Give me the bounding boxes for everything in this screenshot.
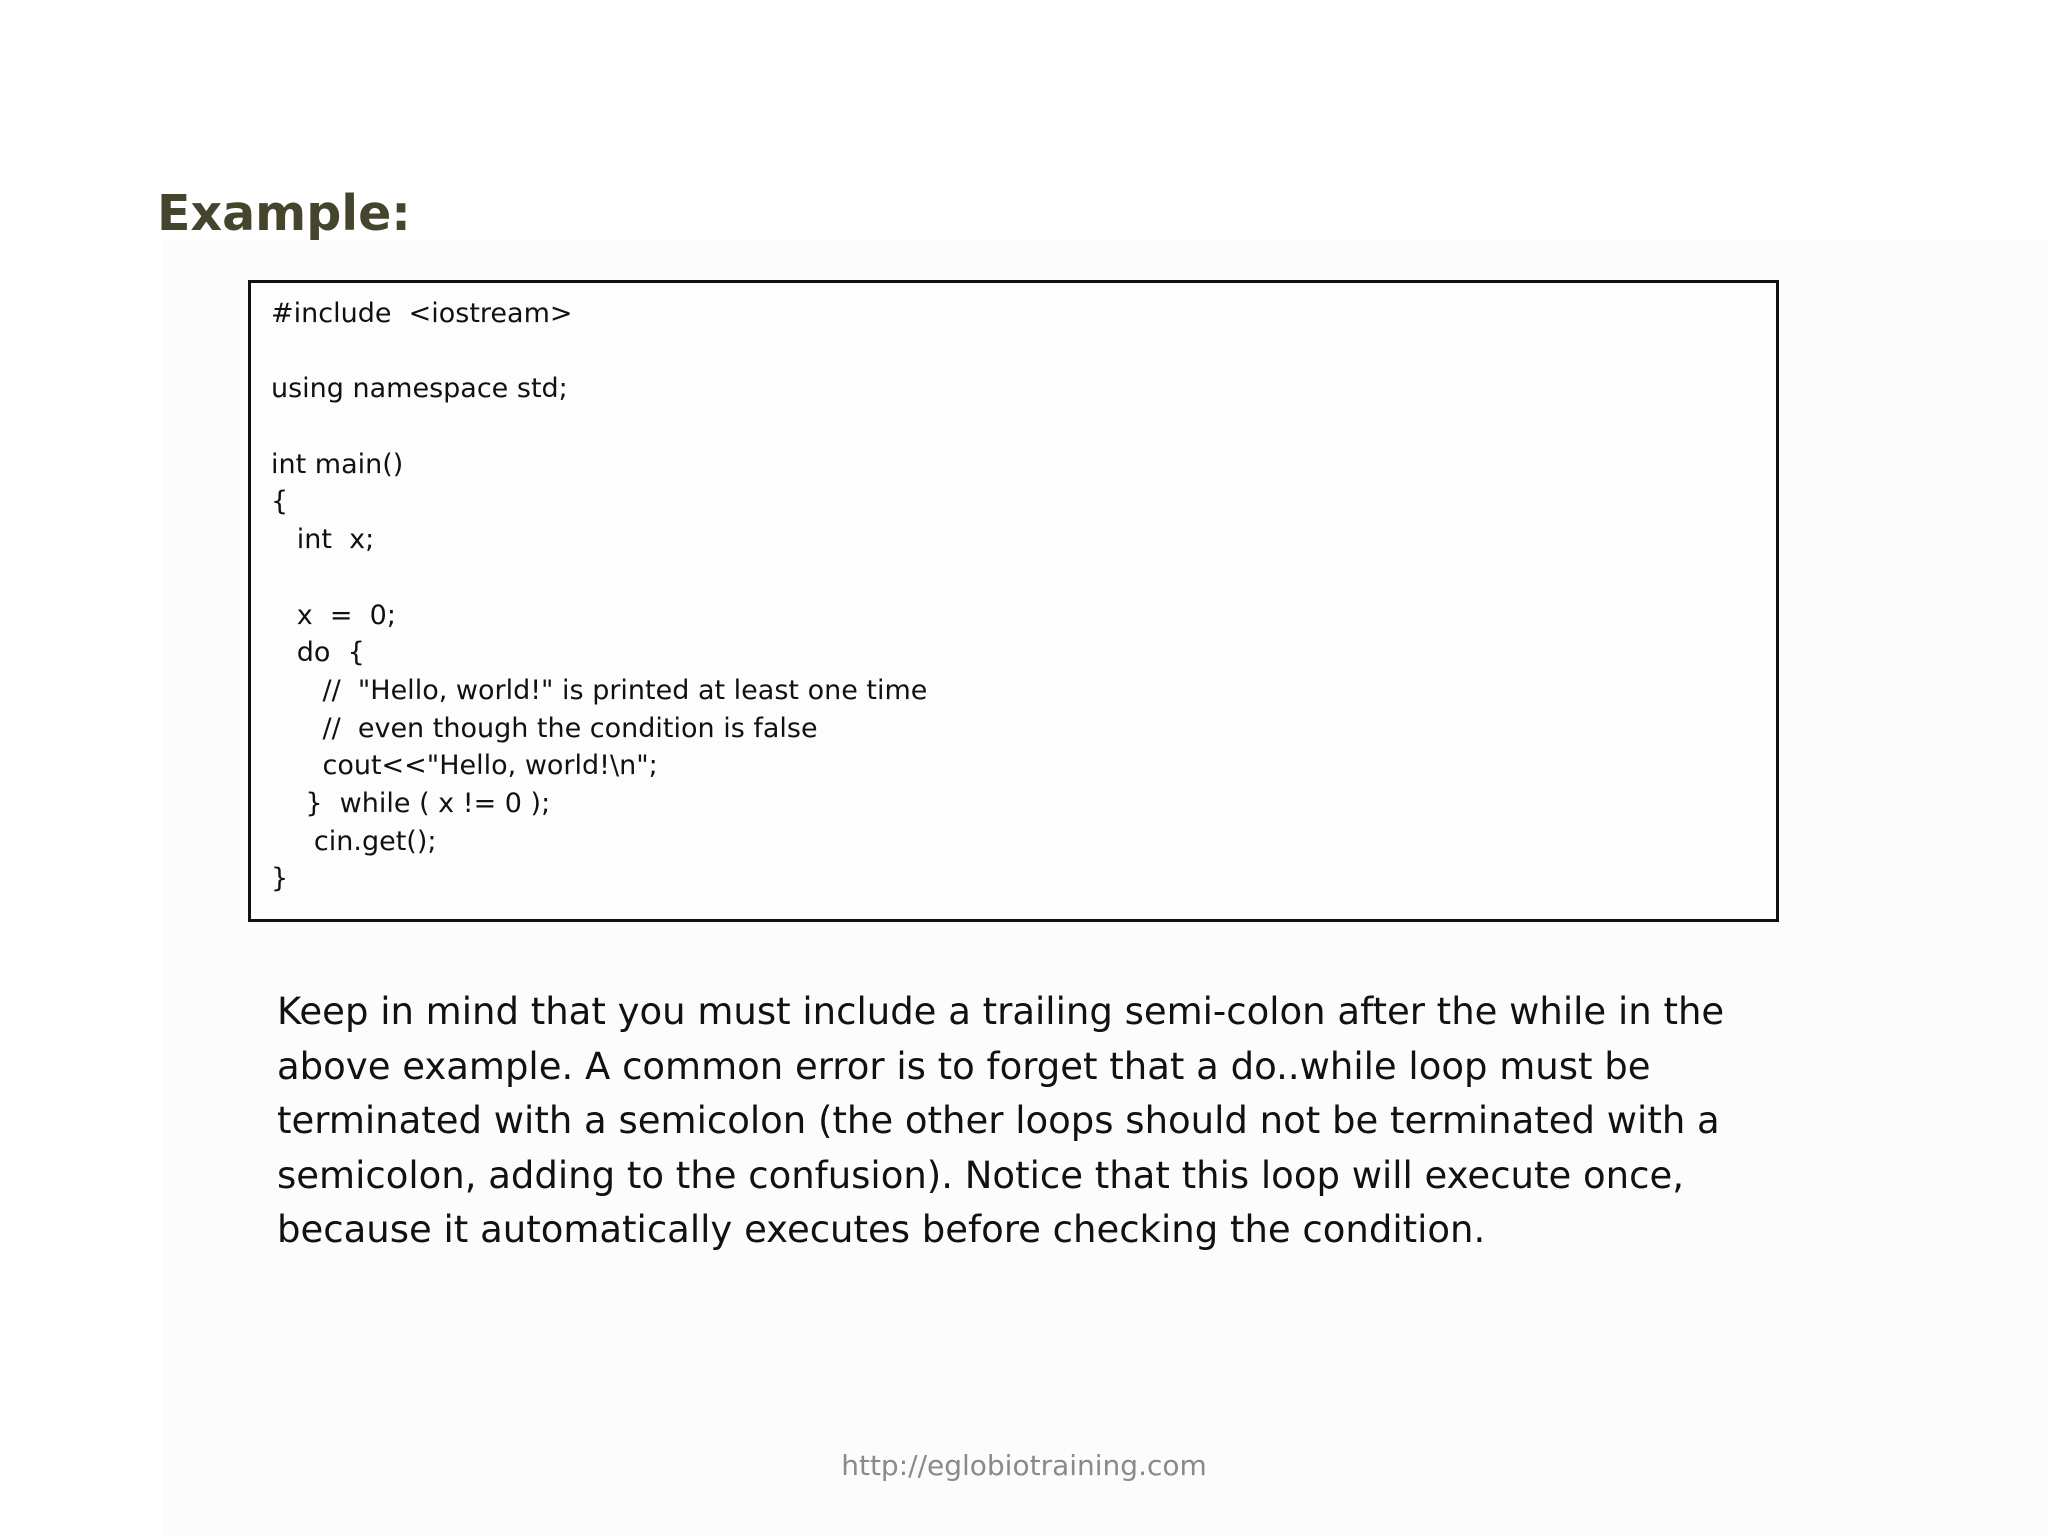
- code-line: cout<<"Hello, world!\n";: [271, 750, 658, 782]
- code-line: x = 0;: [271, 599, 396, 631]
- slide-title: Example:: [157, 185, 411, 242]
- code-line: }: [271, 863, 289, 895]
- code-line: #include <iostream>: [271, 298, 573, 329]
- code-line: // "Hello, world!" is printed at least one time: [271, 674, 928, 706]
- code-line: int x;: [271, 524, 375, 556]
- code-line: [271, 559, 927, 597]
- footer-url: http://eglobiotraining.com: [841, 1449, 1207, 1482]
- explanation-paragraph: Keep in mind that you must include a trailing semi-colon after the while in the above example. A common error is to forget that a do..while loop must be terminated with a semicolon (the other loops should not be terminated with a semicolon, adding to the confusion). Notice that this loop will execute once, because it automatically executes before checking the condition.: [277, 990, 1725, 1252]
- code-lines: [271, 295, 927, 898]
- code-line: } while ( x != 0 );: [271, 787, 551, 819]
- code-line: [271, 408, 927, 446]
- code-line: using namespace std;: [271, 373, 568, 405]
- code-line: do {: [271, 637, 365, 669]
- code-line: {: [271, 486, 289, 518]
- code-line: [271, 333, 927, 371]
- code-line: cin.get();: [271, 825, 437, 857]
- code-line: int main(): [271, 448, 404, 480]
- code-line: // even though the condition is false: [271, 712, 818, 744]
- code-example-box: [248, 280, 1779, 922]
